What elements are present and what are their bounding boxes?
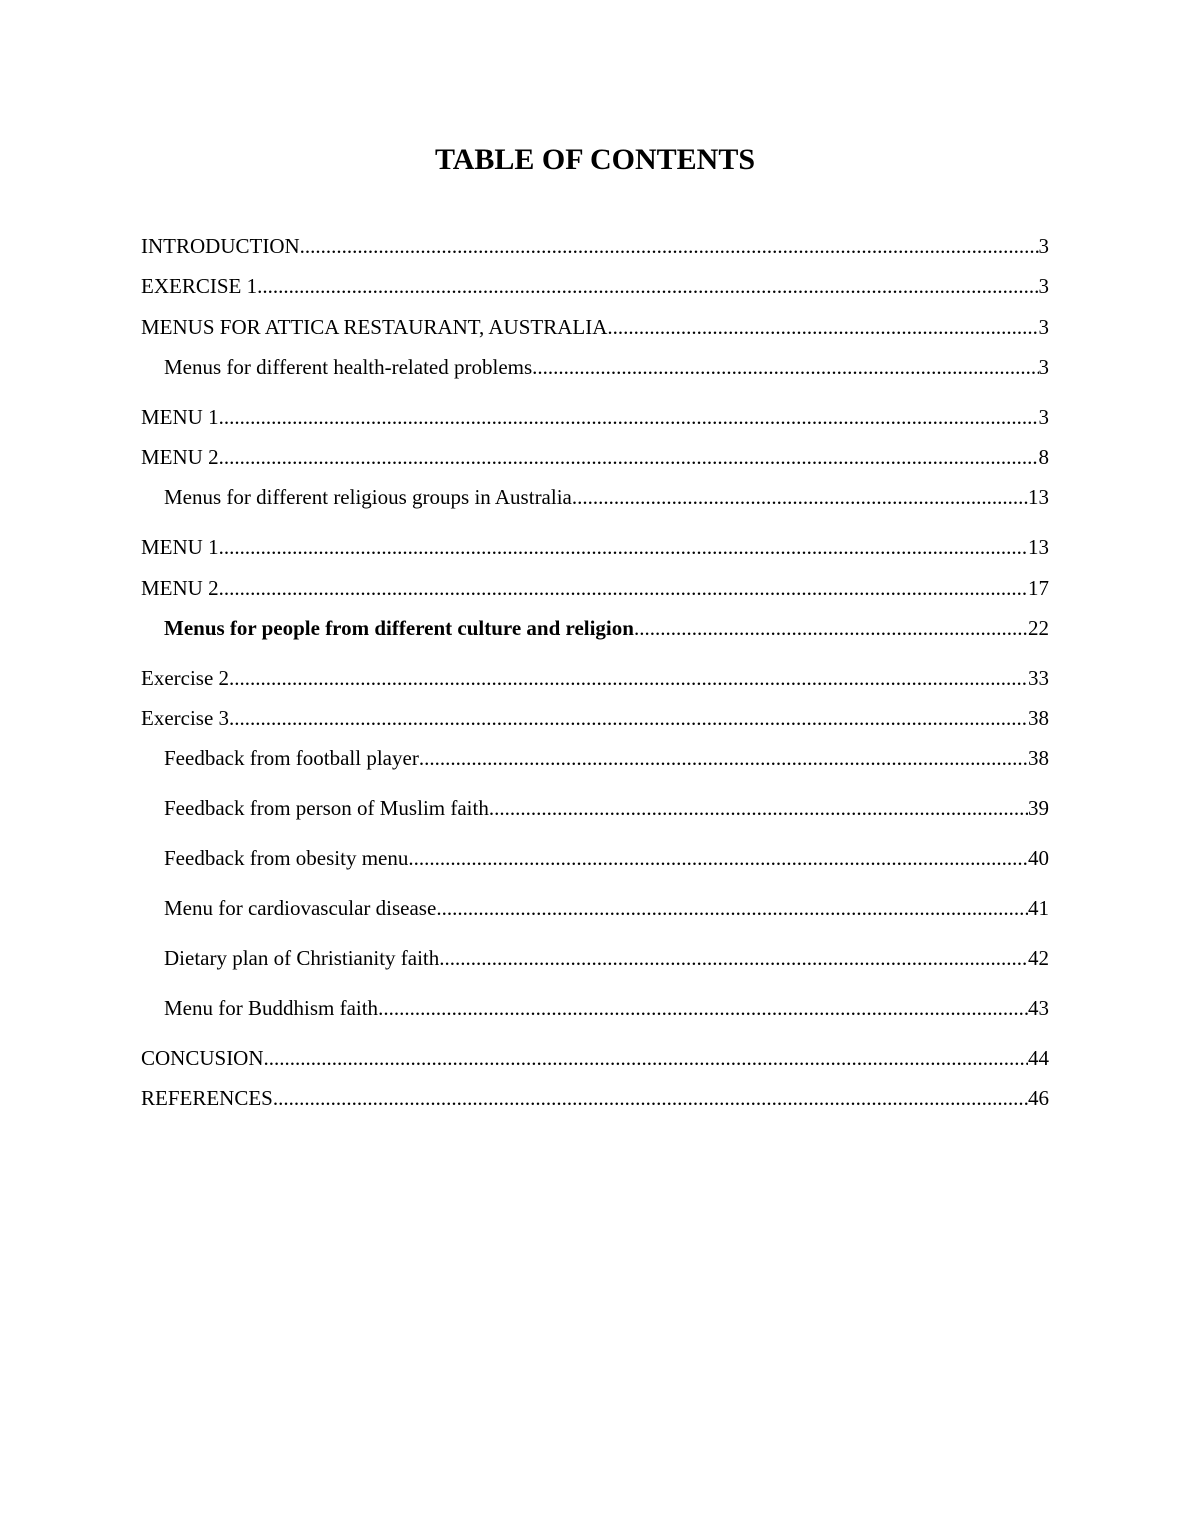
toc-leader <box>607 312 1038 342</box>
toc-entry-text: INTRODUCTION <box>141 234 300 258</box>
toc-page-number: 44 <box>1028 1046 1049 1070</box>
toc-leader <box>489 793 1028 823</box>
toc-entry-text: CONCUSION <box>141 1046 264 1070</box>
toc-page-number: 38 <box>1028 746 1049 770</box>
toc-leader <box>634 613 1028 643</box>
toc-leader <box>439 943 1028 973</box>
toc-leader <box>532 352 1038 382</box>
toc-page-number: 42 <box>1028 946 1049 970</box>
toc-page-number: 41 <box>1028 896 1049 920</box>
toc-entry-text: Exercise 2 <box>141 666 230 690</box>
toc-entry-text: MENU 2 <box>141 576 219 600</box>
toc-entry-text: Menus for people from different culture and religion <box>164 616 634 640</box>
toc-leader <box>436 893 1028 923</box>
toc-leader <box>219 442 1039 472</box>
toc-page-number: 3 <box>1038 315 1049 339</box>
toc-leader <box>229 703 1028 733</box>
toc-entry-text: Feedback from football player <box>164 746 419 770</box>
toc-page-number: 3 <box>1038 274 1049 298</box>
toc-entry[interactable] <box>141 271 1049 301</box>
toc-entry-text: Feedback from person of Muslim faith <box>164 796 489 820</box>
toc-entry[interactable] <box>164 943 1049 973</box>
toc-entry[interactable] <box>141 312 1049 342</box>
toc-entry-text: Menu for Buddhism faith <box>164 996 379 1020</box>
toc-entry-text: MENU 1 <box>141 535 219 559</box>
toc-page-number: 38 <box>1028 706 1049 730</box>
toc-leader <box>300 231 1039 261</box>
toc-entry-text: Feedback from obesity menu <box>164 846 409 870</box>
toc-page-number: 22 <box>1028 616 1049 640</box>
toc-entry-text: MENUS FOR ATTICA RESTAURANT, AUSTRALIA <box>141 315 608 339</box>
toc-entry[interactable] <box>141 231 1049 261</box>
toc-leader <box>408 843 1028 873</box>
toc-entry[interactable] <box>141 442 1049 472</box>
toc-entry[interactable] <box>141 1043 1049 1073</box>
toc-entry[interactable] <box>141 532 1049 562</box>
toc-page-number: 8 <box>1038 445 1049 469</box>
toc-page-number: 13 <box>1028 485 1049 509</box>
toc-leader <box>257 271 1038 301</box>
toc-page-number: 3 <box>1038 405 1049 429</box>
toc-leader <box>273 1083 1028 1113</box>
toc-leader <box>219 402 1039 432</box>
toc-entry[interactable] <box>141 663 1049 693</box>
toc-entry[interactable] <box>164 482 1049 512</box>
toc-entry[interactable] <box>141 703 1049 733</box>
toc-entry[interactable] <box>141 573 1049 603</box>
toc-page-number: 39 <box>1028 796 1049 820</box>
toc-page-number: 13 <box>1028 535 1049 559</box>
toc-page-number: 3 <box>1038 355 1049 379</box>
toc-entry-text: Dietary plan of Christianity faith <box>164 946 440 970</box>
toc-leader <box>378 993 1028 1023</box>
toc-entry-text: Exercise 3 <box>141 706 230 730</box>
toc-leader <box>572 482 1028 512</box>
toc-leader <box>264 1043 1028 1073</box>
toc-page-number: 40 <box>1028 846 1049 870</box>
toc-leader <box>219 573 1028 603</box>
toc-entry-text: EXERCISE 1 <box>141 274 258 298</box>
toc-entry[interactable] <box>164 613 1049 643</box>
toc-page-number: 17 <box>1028 576 1049 600</box>
toc-entry[interactable] <box>164 893 1049 923</box>
toc-entry-text: Menu for cardiovascular disease <box>164 896 437 920</box>
toc-title: TABLE OF CONTENTS <box>434 143 756 176</box>
toc-page-number: 43 <box>1028 996 1049 1020</box>
toc-page-number: 46 <box>1028 1086 1049 1110</box>
toc-entry[interactable] <box>164 843 1049 873</box>
toc-entry-text: MENU 2 <box>141 445 219 469</box>
toc-entry[interactable] <box>164 352 1049 382</box>
toc-page-number: 33 <box>1028 666 1049 690</box>
toc-entry-text: MENU 1 <box>141 405 219 429</box>
toc-entry-text: REFERENCES <box>141 1086 273 1110</box>
toc-entry[interactable] <box>141 402 1049 432</box>
toc-leader <box>219 532 1028 562</box>
toc-leader <box>229 663 1028 693</box>
toc-entry-text: Menus for different religious groups in Australia <box>164 485 572 509</box>
toc-entry[interactable] <box>164 993 1049 1023</box>
toc-leader <box>419 743 1028 773</box>
toc-entry-text: Menus for different health-related problems <box>164 355 533 379</box>
toc-page-number: 3 <box>1038 234 1049 258</box>
toc-entry[interactable] <box>141 1083 1049 1113</box>
toc-entry[interactable] <box>164 743 1049 773</box>
toc-entry[interactable] <box>164 793 1049 823</box>
